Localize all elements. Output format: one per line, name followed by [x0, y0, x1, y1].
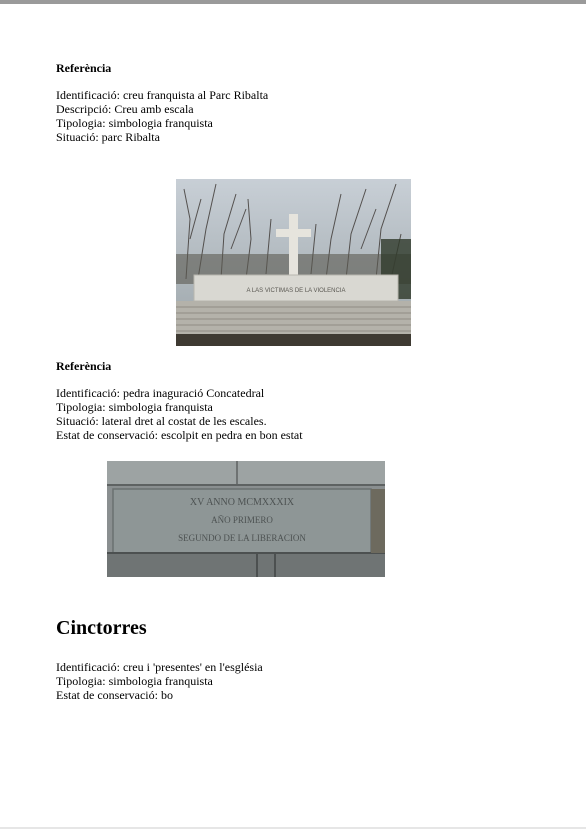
field-identificacio: Identificació: pedra inaguració Concatedral	[56, 386, 265, 400]
field-situacio: Situació: parc Ribalta	[56, 130, 160, 144]
field-tipologia: Tipologia: simbologia franquista	[56, 400, 213, 414]
stone-inscription-line-2: AÑO PRIMERO	[211, 515, 273, 525]
section-heading: Referència	[56, 61, 112, 75]
section-heading: Referència	[56, 359, 112, 373]
field-tipologia: Tipologia: simbologia franquista	[56, 116, 213, 130]
field-estat-conservacio: Estat de conservació: escolpit en pedra en bon estat	[56, 428, 303, 442]
stone-inscription-line-3: SEGUNDO DE LA LIBERACION	[178, 533, 306, 543]
top-border	[0, 0, 586, 4]
field-descripcio: Descripció: Creu amb escala	[56, 102, 194, 116]
field-situacio: Situació: lateral dret al costat de les escales.	[56, 414, 267, 428]
engraved-stone-photo	[107, 461, 385, 577]
field-identificacio: Identificació: creu franquista al Parc Ribalta	[56, 88, 269, 102]
cross-monument-photo	[176, 179, 411, 346]
field-estat-conservacio: Estat de conservació: bo	[56, 688, 173, 702]
stone-inscription-line-1: XV ANNO MCMXXXIX	[189, 497, 295, 508]
monument-inscription: A LAS VICTIMAS DE LA VIOLENCIA	[246, 288, 346, 294]
town-title: Cinctorres	[56, 617, 147, 639]
field-tipologia: Tipologia: simbologia franquista	[56, 674, 213, 688]
field-identificacio: Identificació: creu i 'presentes' en l'església	[56, 660, 263, 674]
